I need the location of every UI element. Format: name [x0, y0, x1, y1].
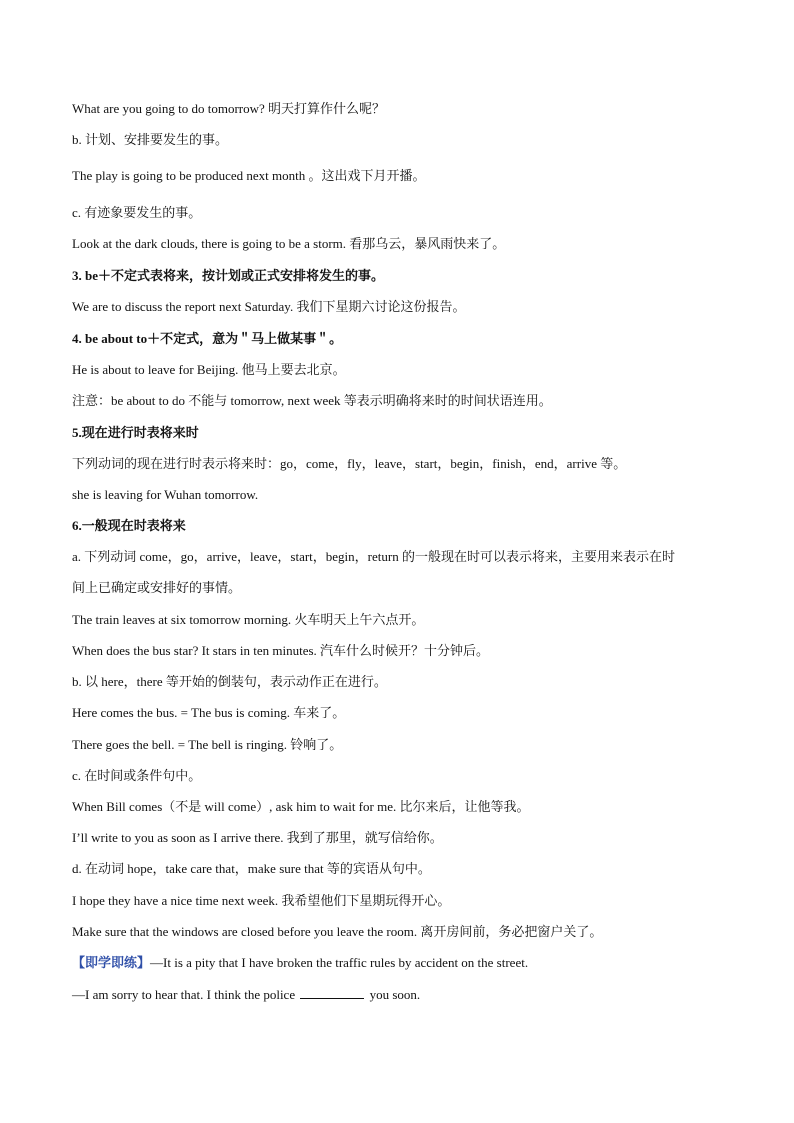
example-sentence: When does the bus star? It stars in ten minutes. 汽车什么时候开？十分钟后。: [72, 643, 490, 658]
subpoint-heading: c. 在时间或条件句中。: [72, 768, 202, 783]
example-sentence: I hope they have a nice time next week. 我希望他们下星期玩得开心。: [72, 893, 451, 908]
example-sentence: He is about to leave for Beijing. 他马上要去北京。: [72, 362, 346, 377]
example-sentence: What are you going to do tomorrow? 明天打算作什么呢？: [72, 101, 386, 116]
exercise-answer-line: [72, 986, 420, 1003]
subpoint-heading: c. 有迹象要发生的事。: [72, 205, 202, 220]
answer-blank[interactable]: [300, 986, 364, 999]
example-sentence: Make sure that the windows are closed before you leave the room. 离开房间前，务必把窗户关了。: [72, 924, 603, 939]
exercise-question: [72, 955, 528, 971]
example-sentence: Here comes the bus. = The bus is coming. 车来了。: [72, 705, 346, 720]
body-text: 下列动词的现在进行时表示将来时：go，come，fly，leave，start，begin，finish，end，arrive 等。: [72, 456, 627, 471]
example-sentence: she is leaving for Wuhan tomorrow.: [72, 487, 259, 502]
example-sentence: When Bill comes（不是 will come）, ask him to wait for me. 比尔来后，让他等我。: [72, 799, 530, 814]
answer-text-before: —I am sorry to hear that. I think the police: [72, 987, 296, 1002]
example-sentence: The train leaves at six tomorrow morning. 火车明天上午六点开。: [72, 612, 425, 627]
example-sentence: The play is going to be produced next month 。这出戏下月开播。: [72, 168, 426, 183]
example-sentence: There goes the bell. = The bell is ringing. 铃响了。: [72, 737, 343, 752]
section-heading: 6.一般现在时表将来: [72, 518, 186, 533]
exercise-tag: 【即学即练】: [72, 955, 151, 970]
example-sentence: Look at the dark clouds, there is going to be a storm. 看那乌云，暴风雨快来了。: [72, 236, 506, 251]
body-text: 间上已确定或安排好的事情。: [72, 580, 242, 595]
note-text: 注意：be about to do 不能与 tomorrow, next week 等表示明确将来时的时间状语连用。: [72, 393, 552, 408]
body-text: a. 下列动词 come，go，arrive，leave，start，begin，return 的一般现在时可以表示将来，主要用来表示在时: [72, 549, 675, 564]
subpoint-heading: b. 以 here，there 等开始的倒装句，表示动作正在进行。: [72, 674, 387, 689]
example-sentence: I’ll write to you as soon as I arrive there. 我到了那里，就写信给你。: [72, 830, 443, 845]
subpoint-heading: b. 计划、安排要发生的事。: [72, 132, 229, 147]
section-heading: 3. be＋不定式表将来，按计划或正式安排将发生的事。: [72, 268, 385, 283]
subpoint-heading: d. 在动词 hope，take care that，make sure that 等的宾语从句中。: [72, 861, 431, 876]
section-heading: 5.现在进行时表将来时: [72, 425, 199, 440]
exercise-prompt: —It is a pity that I have broken the traffic rules by accident on the street.: [150, 955, 529, 970]
answer-text-after: you soon.: [369, 987, 421, 1002]
example-sentence: We are to discuss the report next Saturday. 我们下星期六讨论这份报告。: [72, 299, 466, 314]
section-heading: 4. be about to＋不定式，意为＂马上做某事＂。: [72, 331, 343, 346]
